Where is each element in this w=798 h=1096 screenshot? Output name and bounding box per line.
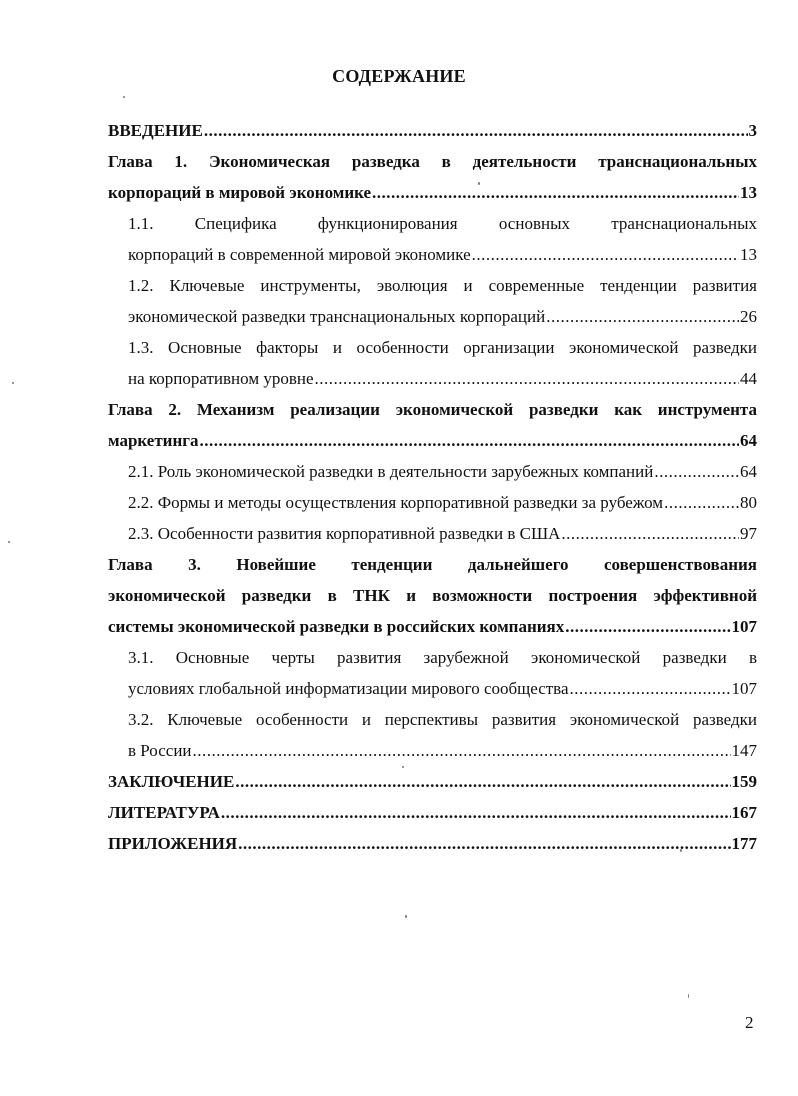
toc-entry-last-line (128, 301, 757, 332)
toc-entry-line: 1.1. Специфика функционирования основных транснациональных (128, 214, 757, 233)
dot-leader (221, 797, 731, 828)
scan-speck (405, 915, 407, 918)
toc-entry[interactable] (108, 642, 757, 704)
toc-entry-text: экономической разведки транснациональных корпораций (128, 307, 546, 326)
toc-entry-line: 3.2. Ключевые особенности и перспективы развития экономической разведки (128, 710, 757, 729)
toc-entry-text: корпораций в современной мировой экономике (128, 245, 471, 264)
dot-leader (472, 239, 739, 270)
toc-page-number: 167 (731, 803, 757, 822)
toc-entry-last-line (128, 673, 757, 704)
page-number: 2 (745, 1013, 754, 1032)
toc-entry-last-line (108, 115, 757, 146)
toc-entry-line: 3.1. Основные черты развития зарубежной экономической разведки в (128, 648, 757, 667)
toc-entry-last-line (128, 487, 757, 518)
toc-entry-text: 2.2. Формы и методы осуществления корпоративной разведки за рубежом (128, 493, 664, 512)
toc-entry[interactable] (108, 146, 757, 208)
page-title: СОДЕРЖАНИЕ (332, 66, 466, 86)
toc-entry-last-line (108, 797, 757, 828)
toc-entry-last-line (108, 425, 757, 456)
toc-entry-line: 1.2. Ключевые инструменты, эволюция и современные тенденции развития (128, 276, 757, 295)
dot-leader (664, 487, 739, 518)
toc-entry-text: 2.3. Особенности развития корпоративной разведки в США (128, 524, 561, 543)
scan-speck (688, 994, 689, 998)
toc-entry-last-line (128, 456, 757, 487)
toc-entry-text: ЛИТЕРАТУРА (108, 803, 220, 822)
toc-page-number: 13 (740, 183, 757, 202)
scan-speck (680, 849, 682, 852)
dot-leader (546, 301, 739, 332)
dot-leader (565, 611, 730, 642)
dot-leader (193, 735, 731, 766)
toc-page-number: 64 (740, 431, 757, 450)
dot-leader (238, 828, 730, 859)
toc-entry[interactable] (108, 549, 757, 642)
scan-speck (478, 182, 480, 185)
toc-entry[interactable] (108, 115, 757, 146)
scan-speck (12, 382, 14, 384)
toc-entry[interactable] (108, 518, 757, 549)
dot-leader (235, 766, 730, 797)
toc-entry[interactable] (108, 797, 757, 828)
toc-page-number: 64 (740, 462, 757, 481)
toc-page-number: 80 (740, 493, 757, 512)
toc-entry-text: ЗАКЛЮЧЕНИЕ (108, 772, 235, 791)
dot-leader (204, 115, 748, 146)
table-of-contents (108, 115, 757, 859)
toc-entry-text: ПРИЛОЖЕНИЯ (108, 834, 238, 853)
toc-entry-text: условиях глобальной информатизации мирового сообщества (128, 679, 569, 698)
toc-entry-last-line (128, 735, 757, 766)
dot-leader (200, 425, 740, 456)
toc-entry-text: в России (128, 741, 192, 760)
toc-entry-text: системы экономической разведки в российских компаниях (108, 617, 565, 636)
toc-page-number: 26 (740, 307, 757, 326)
toc-entry[interactable] (108, 456, 757, 487)
toc-page-number: 107 (731, 617, 757, 636)
scan-speck (123, 96, 125, 98)
toc-entry-last-line (128, 518, 757, 549)
toc-entry[interactable] (108, 394, 757, 456)
toc-entry-line: экономической разведки в ТНК и возможности построения эффективной (108, 586, 757, 605)
toc-entry-last-line (108, 177, 757, 208)
toc-entry-line: 1.3. Основные факторы и особенности организации экономической разведки (128, 338, 757, 357)
toc-entry-line: Глава 1. Экономическая разведка в деятельности транснациональных (108, 152, 757, 171)
toc-entry[interactable] (108, 487, 757, 518)
scan-speck (402, 766, 404, 768)
toc-entry[interactable] (108, 828, 757, 859)
toc-page-number: 13 (740, 245, 757, 264)
toc-entry[interactable] (108, 270, 757, 332)
toc-entry-last-line (128, 363, 757, 394)
toc-entry-text: ВВЕДЕНИЕ (108, 121, 203, 140)
toc-entry-line: Глава 3. Новейшие тенденции дальнейшего совершенствования (108, 555, 757, 574)
scan-speck (8, 541, 10, 543)
dot-leader (570, 673, 731, 704)
toc-entry-line: Глава 2. Механизм реализации экономической разведки как инструмента (108, 400, 757, 419)
toc-entry-text: на корпоративном уровне (128, 369, 314, 388)
toc-page-number: 107 (731, 679, 757, 698)
toc-entry-last-line (108, 611, 757, 642)
toc-entry[interactable] (108, 208, 757, 270)
dot-leader (561, 518, 739, 549)
dot-leader (315, 363, 740, 394)
toc-page-number: 177 (731, 834, 757, 853)
toc-entry-text: корпораций в мировой экономике (108, 183, 372, 202)
toc-entry-last-line (108, 828, 757, 859)
toc-page-number: 3 (748, 121, 757, 140)
toc-page-number: 44 (740, 369, 757, 388)
toc-entry-last-line (128, 239, 757, 270)
toc-page-number: 97 (740, 524, 757, 543)
toc-entry[interactable] (108, 766, 757, 797)
dot-leader (372, 177, 739, 208)
toc-entry-last-line (108, 766, 757, 797)
toc-entry-text: маркетинга (108, 431, 199, 450)
toc-page-number: 159 (731, 772, 757, 791)
toc-entry[interactable] (108, 704, 757, 766)
dot-leader (654, 456, 739, 487)
toc-page-number: 147 (731, 741, 757, 760)
toc-entry-text: 2.1. Роль экономической разведки в деятельности зарубежных компаний (128, 462, 654, 481)
toc-entry[interactable] (108, 332, 757, 394)
